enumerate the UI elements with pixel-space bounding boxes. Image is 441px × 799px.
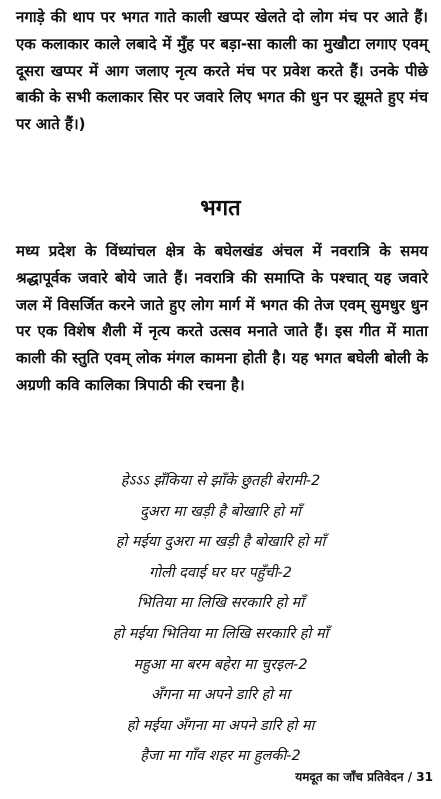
poem-line: भितिया मा लिखि सरकारि हो माँ bbox=[136, 595, 304, 612]
poem-line: हो मईया दुअरा मा खड़ी है बोखारि हो माँ bbox=[115, 534, 326, 551]
poem-line: महुआ मा बरम बहेरा मा चुरइल-2 bbox=[133, 656, 308, 673]
poem-line: दुअरा मा खड़ी है बोखारि हो माँ bbox=[140, 503, 301, 520]
poem-line: हो मईया अँगना मा अपने डारि हो मा bbox=[126, 717, 315, 734]
poem-line: हेऽऽऽ झँकिया से झाँके छुतही बेरामी-2 bbox=[120, 473, 321, 489]
poem-verse bbox=[0, 466, 441, 772]
intro-paragraph: नगाड़े की थाप पर भगत गाते काली खप्पर खेलते दो लोग मंच पर आते हैं। एक कलाकार काले लबादे में मुँह पर बड़ा-सा काली का मुखौटा लगाए एवम् दूसरा खप्पर में आग जलाए नृत्य करते मंच पर प्रवेश करते हैं। उनके पीछे बाकी के सभी कलाकार सिर पर जवारे लिए भगत की धुन पर झूमते हुए मंच पर आते हैं।) bbox=[16, 8, 428, 134]
poem-line: अँगना मा अपने डारि हो मा bbox=[151, 687, 290, 704]
page-footer: यमदूत का जाँच प्रतिवेदन / 31 bbox=[295, 770, 433, 784]
poem-line: हो मईया भितिया मा लिखि सरकारि हो माँ bbox=[112, 625, 329, 642]
poem-line: हैजा मा गाँव शहर मा हुलकी-2 bbox=[140, 748, 301, 765]
section-heading: भगत bbox=[200, 196, 241, 221]
description-paragraph: मध्य प्रदेश के विंध्यांचल क्षेत्र के बघेलखंड अंचल में नवरात्रि के समय श्रद्धापूर्वक जवारे बोये जाते हैं। नवरात्रि की समाप्ति के पश्चात् यह जवारे जल में विसर्जित करने जाते हुए लोग मार्ग में भगत की तेज एवम् सुमधुर धुन पर एक विशेष शैली में नृत्य करते उत्सव मनाते जाते हैं। इस गीत में माता काली की स्तुति एवम् लोक मंगल कामना होती है। यह भगत बघेली बोली के अग्रणी कवि कालिका त्रिपाठी की रचना है। bbox=[16, 242, 428, 394]
poem-line: गोली दवाई घर घर पहुँची-2 bbox=[149, 564, 292, 581]
